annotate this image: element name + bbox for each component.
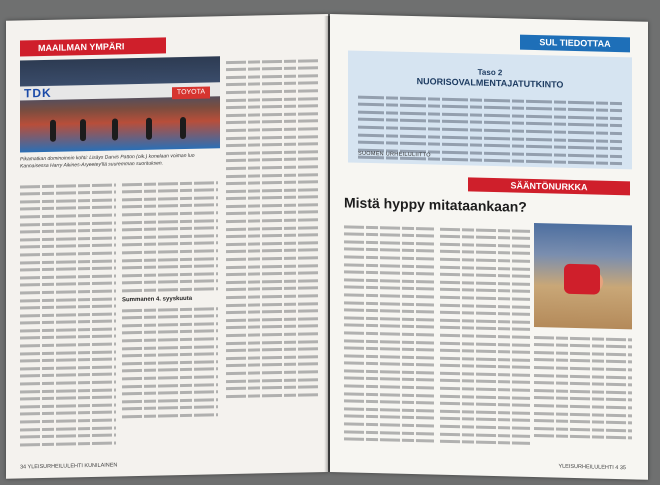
rules-column-1 xyxy=(344,220,434,452)
section-tab-sul: SUL TIEDOTTAA xyxy=(520,35,630,53)
section-tab-rules: SÄÄNTÖNURKKA xyxy=(468,177,630,195)
rules-column-3 xyxy=(534,331,632,453)
rules-column-2 xyxy=(440,223,530,455)
page-footer-left: 34 YLEISURHEILULEHTI KUNILAINEN xyxy=(20,462,118,471)
runner-figure xyxy=(180,117,186,139)
long-jump-photo xyxy=(534,223,632,329)
runner-figure xyxy=(80,119,86,141)
right-page xyxy=(330,14,648,480)
sprint-race-photo xyxy=(20,56,220,152)
athlete-figure xyxy=(564,264,600,295)
sponsor-sign: TOYOTA xyxy=(172,86,210,99)
runner-figure xyxy=(50,120,56,142)
article-column-3 xyxy=(226,54,318,456)
magazine-spread xyxy=(6,6,654,480)
runner-figure xyxy=(112,118,118,140)
announcement-box xyxy=(348,50,632,169)
sponsor-logo: TDK xyxy=(24,85,52,101)
section-tab-world: MAAILMAN YMPÄRI xyxy=(20,37,166,56)
box-signature: SUOMEN URHEILULIITTO xyxy=(358,150,431,159)
subheading: Summanen 4. syyskuuta xyxy=(122,295,193,303)
article-column-1 xyxy=(20,178,116,460)
page-footer-right: YLEISURHEILULEHTI 4 35 xyxy=(558,463,626,472)
box-title: NUORISOVALMENTAJATUTKINTO xyxy=(416,76,564,90)
article-column-2 xyxy=(122,176,218,458)
article-headline: Mistä hyppy mitataankaan? xyxy=(344,194,527,215)
box-level: Taso 2 xyxy=(477,67,503,78)
box-body xyxy=(358,91,622,170)
left-page xyxy=(6,14,328,479)
runner-figure xyxy=(146,118,152,140)
photo-caption: Pikamatkan dominoinnin kohti: Lisäys Darvis Patton (oik.) konelaan voiman luo Kannaisessa Harry Aikines-Aryeetey'llä suuremman suorituksen. xyxy=(20,152,195,169)
